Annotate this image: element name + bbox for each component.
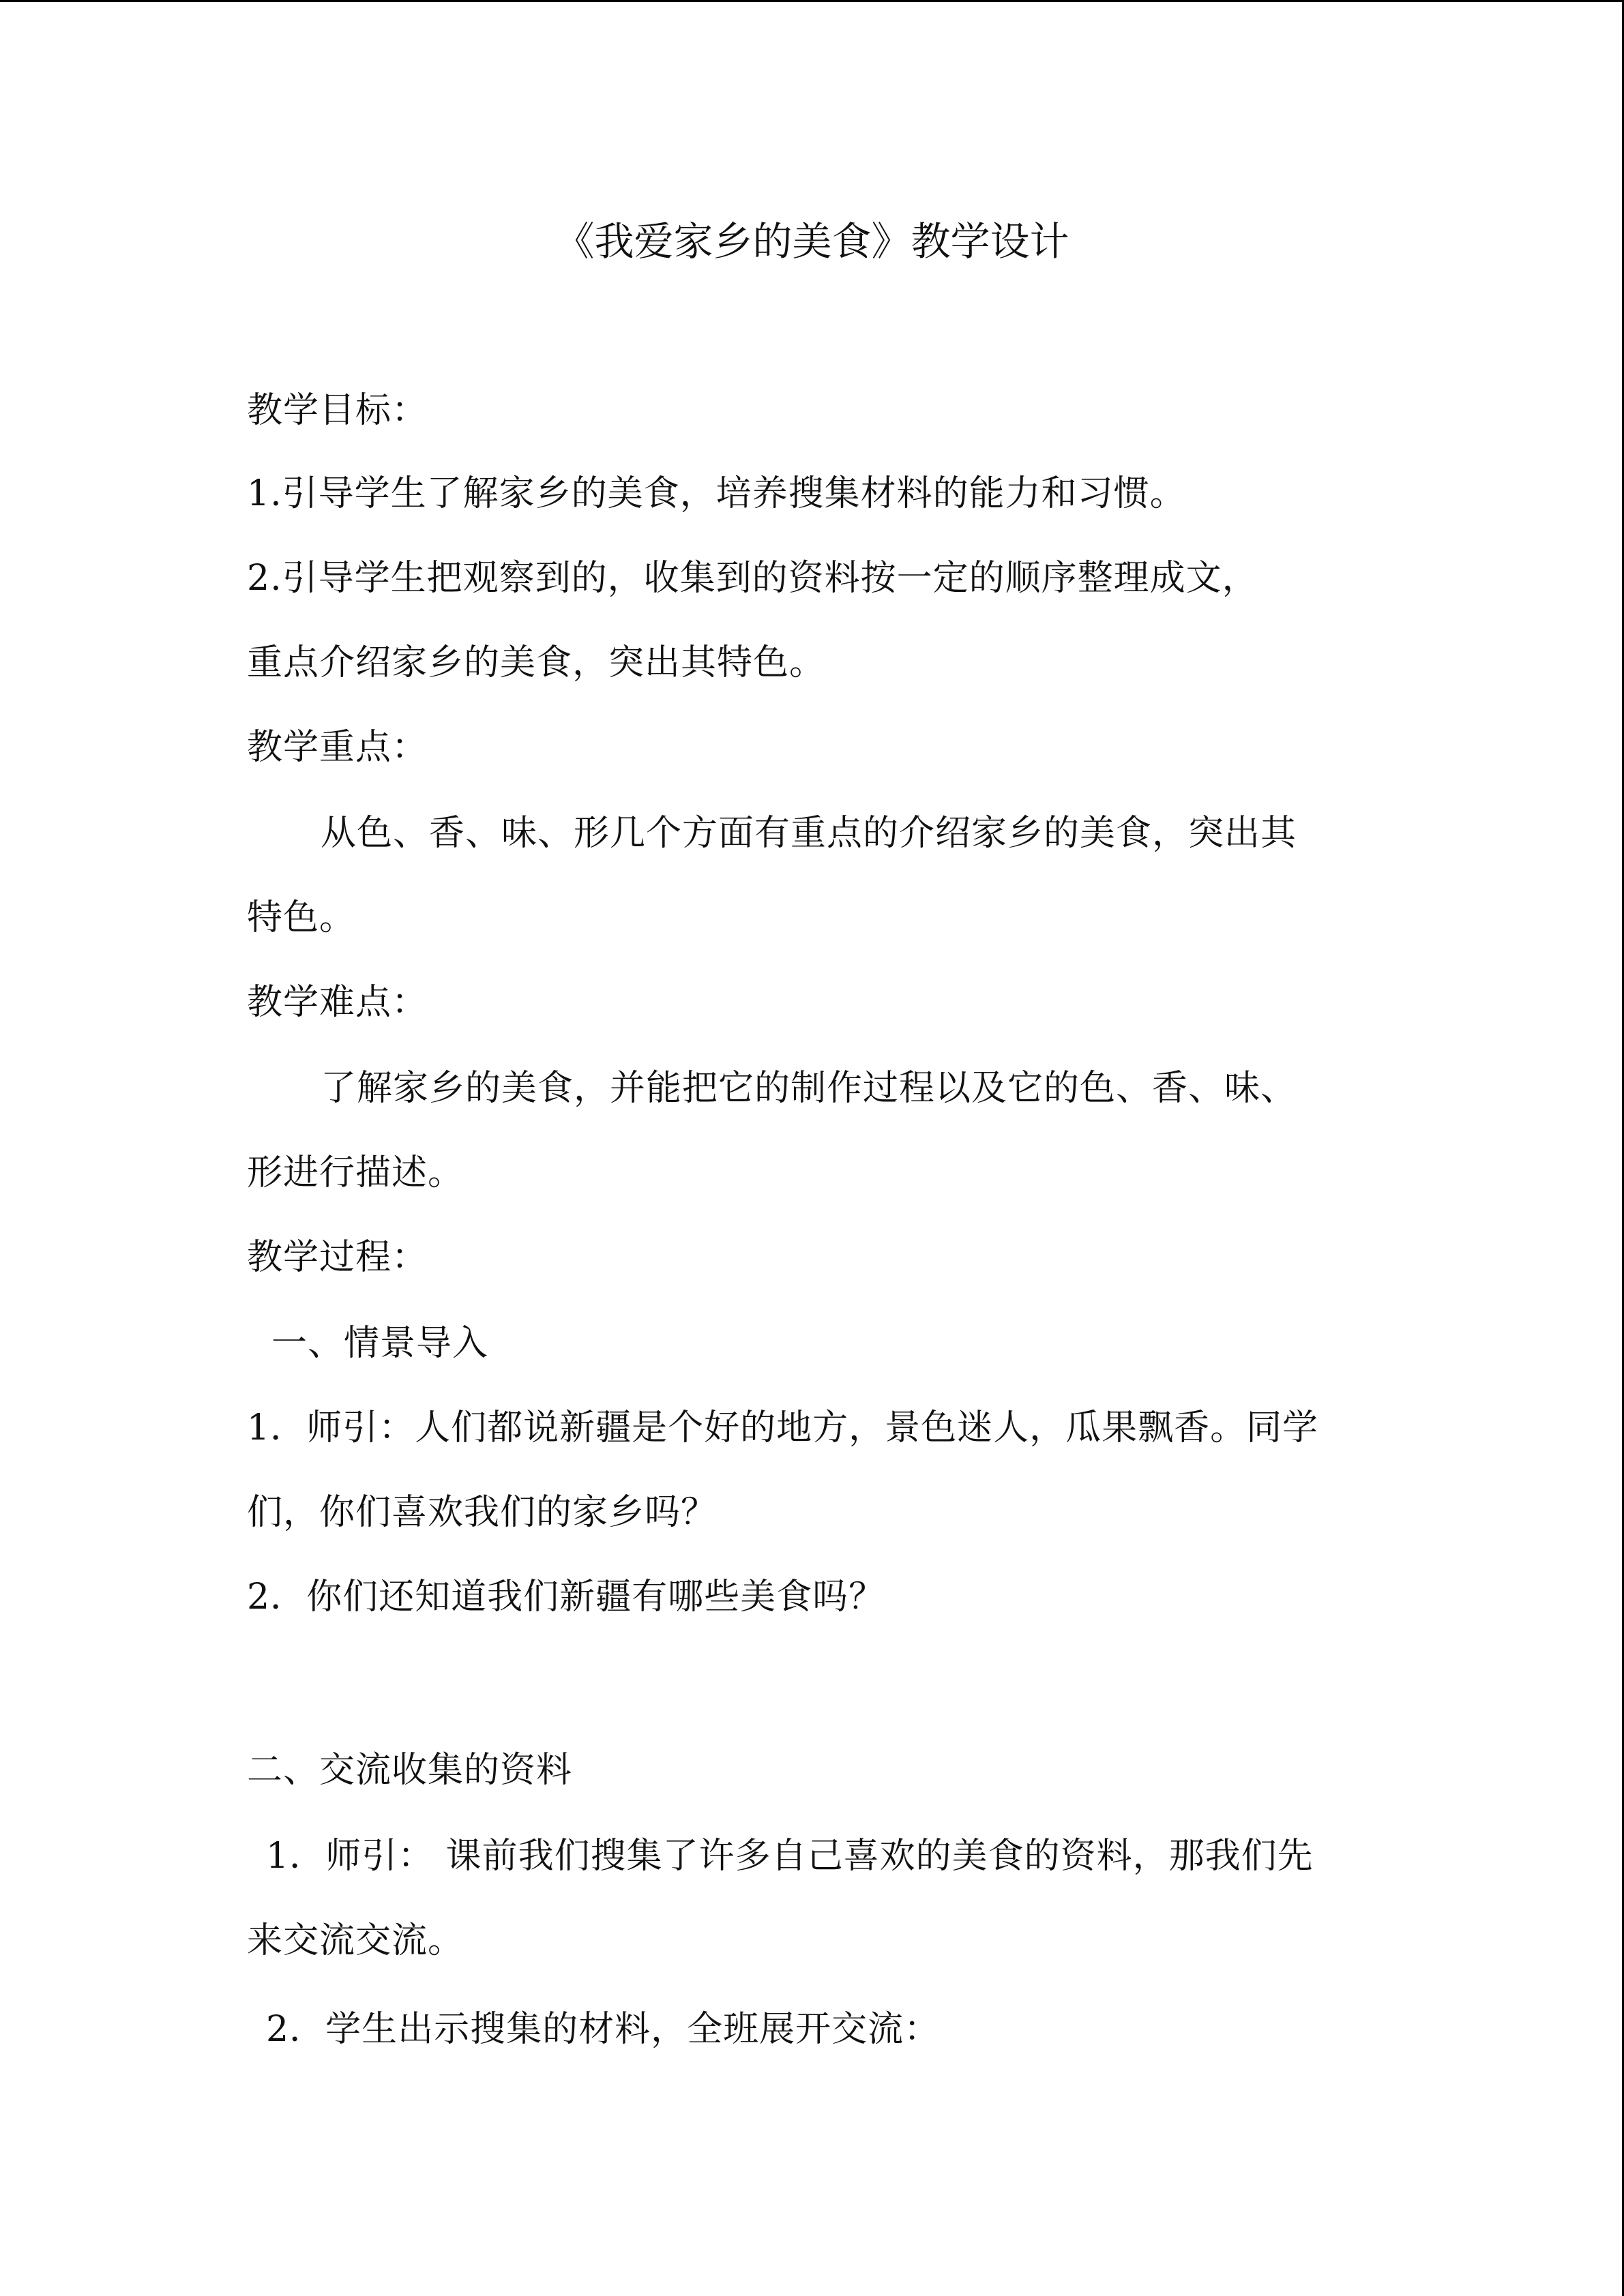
objectives-heading: 教学目标： bbox=[247, 390, 428, 431]
process-heading: 教学过程： bbox=[247, 1237, 428, 1278]
difficulties-line-1: 了解家乡的美食，并能把它的制作过程以及它的色、香、味、 bbox=[321, 1068, 1297, 1109]
part2-item2: 2．学生出示搜集的材料，全班展开交流： bbox=[266, 2009, 941, 2050]
key-points-line-2: 特色。 bbox=[247, 897, 356, 938]
objective-1: 1.引导学生了解家乡的美食，培养搜集材料的能力和习惯。 bbox=[247, 473, 1186, 514]
difficulties-line-2: 形进行描述。 bbox=[247, 1152, 464, 1193]
document-title: 《我爱家乡的美食》教学设计 bbox=[555, 218, 1069, 265]
part2-heading: 二、交流收集的资料 bbox=[247, 1750, 573, 1791]
part1-item2: 2．你们还知道我们新疆有哪些美食吗？ bbox=[247, 1577, 885, 1617]
part2-item1-line-1: 1．师引： 课前我们搜集了许多自己喜欢的美食的资料，那我们先 bbox=[266, 1836, 1314, 1877]
part2-item1-line-2: 来交流交流。 bbox=[247, 1920, 464, 1961]
key-points-heading: 教学重点： bbox=[247, 727, 428, 768]
objective-2-line-2: 重点介绍家乡的美食，突出其特色。 bbox=[247, 642, 826, 683]
part1-item1-line-2: 们，你们喜欢我们的家乡吗？ bbox=[247, 1492, 718, 1533]
difficulties-heading: 教学难点： bbox=[247, 982, 428, 1023]
key-points-line-1: 从色、香、味、形几个方面有重点的介绍家乡的美食，突出其 bbox=[321, 813, 1297, 854]
objective-2-line-1: 2.引导学生把观察到的，收集到的资料按一定的顺序整理成文， bbox=[247, 558, 1258, 599]
part1-item1-line-1: 1．师引：人们都说新疆是个好的地方，景色迷人，瓜果飘香。同学 bbox=[247, 1407, 1319, 1448]
part1-heading: 一、情景导入 bbox=[271, 1323, 489, 1364]
